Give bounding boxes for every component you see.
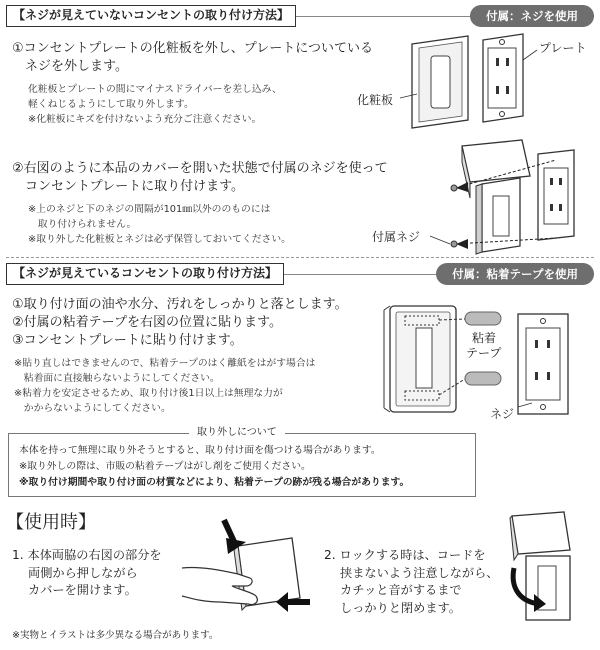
section1-title: 【ネジが見えていないコンセントの取り付け方法】	[6, 5, 296, 27]
section-divider	[6, 257, 594, 258]
usage-step2	[324, 547, 499, 617]
section1-badge: 付属：ネジを使用	[470, 5, 594, 27]
label-plate: プレート	[539, 41, 587, 55]
step-line: ①取り付け面の油や水分、汚れをしっかりと落とします。	[12, 297, 348, 312]
section2-badge: 付属：粘着テープを使用	[436, 263, 594, 285]
label-tape-1: 粘着	[472, 331, 497, 345]
product-back-shape	[384, 306, 456, 412]
section2-title: 【ネジが見えているコンセントの取り付け方法】	[6, 263, 284, 285]
note-line: 取り付けられません。	[28, 219, 137, 230]
outlet-plate-shape	[518, 314, 568, 414]
section2-notes	[14, 356, 315, 416]
section1-step1	[12, 40, 373, 76]
step2-line1: ②右図のように本品のカバーを開いた状態で付属のネジを使って	[12, 161, 388, 176]
faceplate-removal-illustration	[355, 30, 595, 135]
wall-plate-shape	[483, 34, 523, 122]
usage-line: しっかりと閉めます。	[324, 600, 461, 615]
removal-info-box	[8, 427, 476, 497]
note-line: ※取り外した化粧板とネジは必ず保管しておいてください。	[28, 234, 291, 245]
note-line: ※化粧板にキズを付けないよう充分ご注意ください。	[28, 114, 262, 125]
label-cover-plate: 化粧板	[357, 93, 394, 107]
note-line: かからないようにしてください。	[14, 403, 171, 414]
note-line: ※粘着力を安定させるため、取り付け後1日以上は無理な力が	[14, 388, 283, 399]
tape-mount-illustration	[380, 292, 595, 427]
usage-line: 両側から押しながら	[12, 565, 138, 580]
label-tape-2: テープ	[466, 346, 502, 360]
removal-title: 取り外しについて	[189, 426, 285, 440]
note-line: ※上のネジと下のネジの間隔が101㎜以外ののものには	[28, 204, 271, 215]
step-line: ③コンセントプレートに貼り付けます。	[12, 333, 243, 348]
note-line: 化粧板とプレートの間にマイナスドライバーを差し込み、	[28, 84, 282, 95]
label-screw-2: ネジ	[490, 407, 515, 421]
note-line: 粘着面に直接触らないようにしてください。	[14, 373, 220, 384]
usage-line: カチッと音がするまで	[324, 583, 462, 597]
usage-title: 【使用時】	[6, 512, 96, 533]
section1-step2-notes	[28, 202, 291, 247]
cover-plate-shape	[412, 36, 468, 128]
section1-step1-notes	[28, 82, 282, 127]
usage-line: 挟まないよう注意しながら、	[324, 565, 499, 580]
step-line: ②付属の粘着テープを右図の位置に貼ります。	[12, 315, 282, 330]
removal-line-bold: ※取り付け期間や取り付け面の材質などにより、粘着テープの跡が残る場合があります。	[19, 477, 410, 488]
note-line: 軽くねじるようにして取り外します。	[28, 99, 194, 110]
footer-note: ※実物とイラストは多少異なる場合があります。	[12, 630, 219, 641]
usage-line: カバーを開けます。	[12, 583, 137, 597]
close-cover-illustration	[500, 512, 595, 624]
step2-line2: コンセントプレートに取り付けます。	[12, 179, 245, 194]
usage-step1	[12, 547, 162, 600]
section1-step2	[12, 160, 388, 196]
usage-line: 2. ロックする時は、コードを	[324, 548, 486, 562]
screw-mount-illustration	[370, 138, 595, 256]
usage-line: 1. 本体両脇の右図の部分を	[12, 548, 162, 562]
step1-line1: ①コンセントプレートの化粧板を外し、プレートについている	[12, 41, 373, 56]
label-screw: 付属ネジ	[372, 230, 421, 244]
section2-header	[6, 263, 594, 285]
section2-steps	[12, 296, 348, 350]
note-line: ※貼り直しはできませんので、粘着テープのはく離紙をはがす場合は	[14, 358, 316, 369]
product-body-shape	[462, 140, 530, 254]
removal-line: 本体を持って無理に取り外そうとすると、取り付け面を傷つける場合があります。	[19, 445, 381, 456]
removal-line: ※取り外しの際は、市販の粘着テープはがし剤をご使用ください。	[19, 461, 311, 472]
open-cover-illustration	[180, 516, 315, 624]
step1-line2: ネジを外します。	[12, 59, 128, 74]
section1-header	[6, 5, 594, 27]
